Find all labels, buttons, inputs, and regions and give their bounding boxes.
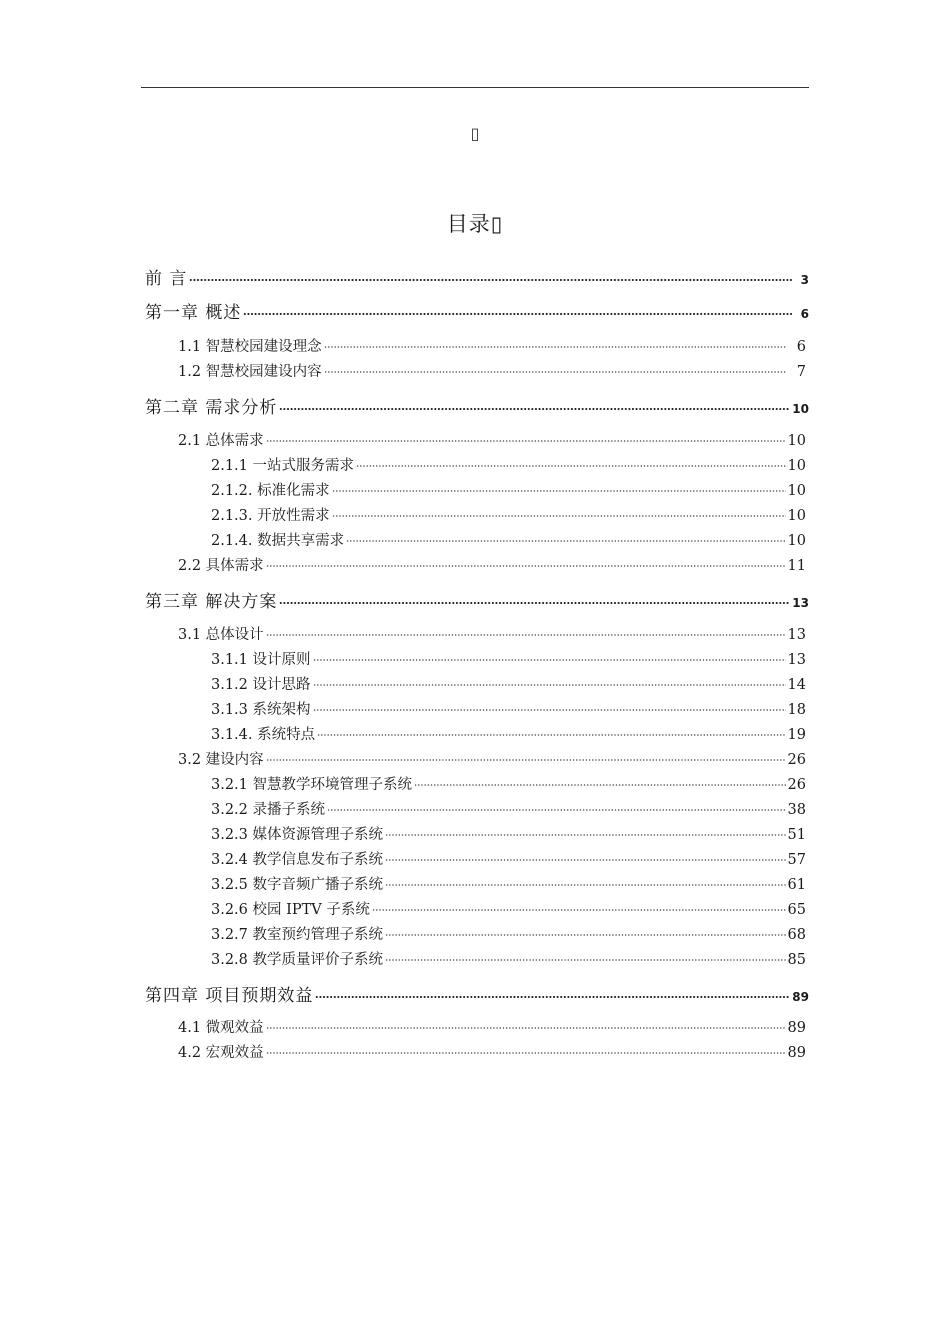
toc-page-number: 57 [787,852,806,868]
toc-dot-leader [332,515,786,517]
toc-entry-label: 1.1 智慧校园建设理念 [178,339,322,355]
toc-chapter-entry[interactable] [145,587,809,612]
toc-chapter-entry[interactable] [145,393,809,418]
toc-entry-label: 第二章 需求分析 [145,398,278,418]
toc-entry-label: 3.1.3 系统架构 [211,702,311,718]
toc-dot-leader [385,859,786,861]
toc-entry-label: 1.2 智慧校园建设内容 [178,364,322,380]
toc-chapter-entry[interactable] [145,264,809,289]
toc-page-number: 18 [787,702,806,718]
toc-page-number: 61 [787,877,806,893]
toc-chapter-entry[interactable] [145,298,809,323]
toc-dot-leader [266,634,786,636]
toc-section-entry[interactable] [178,335,806,356]
toc-page-number: 6 [796,339,806,355]
toc-page-number: 26 [787,777,806,793]
toc-page-number: 19 [787,727,806,743]
toc-entry-label: 2.2 具体需求 [178,558,264,574]
toc-entry-label: 3.2.8 教学质量评价子系统 [211,952,384,968]
placeholder-glyph: ▯ [470,124,480,143]
toc-entry-label: 2.1 总体需求 [178,433,264,449]
header-rule [141,87,809,88]
toc-entry-label: 3.1.4. 系统特点 [211,727,316,743]
toc-page-number: 85 [787,952,806,968]
toc-entry-label: 3.1 总体设计 [178,627,264,643]
toc-entry-label: 3.2.5 数字音频广播子系统 [211,877,384,893]
toc-entry-label: 4.1 微观效益 [178,1020,264,1036]
toc-page-number: 3 [800,273,809,287]
toc-dot-leader [313,684,786,686]
toc-dot-leader [385,834,786,836]
toc-page-number: 68 [787,927,806,943]
toc-page-number: 38 [787,802,806,818]
toc-entry-label: 3.2.4 教学信息发布子系统 [211,852,384,868]
toc-page-number: 10 [787,483,806,499]
toc-page-number: 10 [787,433,806,449]
toc-dot-leader [317,734,785,736]
toc-section-entry[interactable] [178,554,806,575]
toc-entry-label: 第一章 概述 [145,303,242,323]
toc-dot-leader [315,996,790,998]
toc-entry-label: 3.1.1 设计原则 [211,652,311,668]
toc-entry-label: 3.2.7 教室预约管理子系统 [211,927,384,943]
toc-dot-leader [385,884,786,886]
toc-page-number: 11 [787,558,806,574]
toc-dot-leader [313,709,786,711]
toc-entry-label: 前 言 [145,269,188,289]
toc-entry-label: 4.2 宏观效益 [178,1045,264,1061]
toc-page-number: 13 [792,596,809,610]
toc-dot-leader [385,959,786,961]
toc-dot-leader [324,346,786,348]
toc-page-number: 89 [787,1045,806,1061]
toc-section-entry[interactable] [178,748,806,769]
toc-page-number: 10 [787,508,806,524]
toc-section-entry[interactable] [178,360,806,381]
toc-section-entry[interactable] [211,873,806,894]
toc-page-number: 51 [787,827,806,843]
toc-dot-leader [372,909,786,911]
toc-title: 目录▯ [446,212,504,236]
toc-section-entry[interactable] [178,1016,806,1037]
toc-section-entry[interactable] [211,948,806,969]
toc-section-entry[interactable] [211,698,806,719]
toc-entry-label: 3.2.6 校园 IPTV 子系统 [211,902,370,918]
toc-section-entry[interactable] [211,898,806,919]
toc-page-number: 7 [796,364,806,380]
toc-dot-leader [356,465,786,467]
toc-section-entry[interactable] [211,648,806,669]
toc-dot-leader [313,659,786,661]
toc-entry-label: 第四章 项目预期效益 [145,986,314,1006]
toc-dot-leader [266,759,786,761]
toc-dot-leader [189,279,793,281]
toc-page-number: 14 [787,677,806,693]
toc-dot-leader [327,809,786,811]
toc-section-entry[interactable] [178,1041,806,1062]
toc-page-number: 89 [787,1020,806,1036]
toc-dot-leader [385,934,786,936]
toc-dot-leader [346,540,785,542]
toc-chapter-entry[interactable] [145,981,809,1006]
toc-dot-leader [414,784,786,786]
toc-entry-label: 2.1.1 一站式服务需求 [211,458,355,474]
toc-entry-label: 2.1.4. 数据共享需求 [211,533,345,549]
toc-section-entry[interactable] [211,923,806,944]
toc-dot-leader [243,313,793,315]
toc-entry-label: 2.1.2. 标准化需求 [211,483,330,499]
toc-dot-leader [266,1052,786,1054]
toc-section-entry[interactable] [211,798,806,819]
toc-section-entry[interactable] [211,773,806,794]
toc-dot-leader [266,1027,786,1029]
toc-page-number: 6 [800,307,809,321]
toc-dot-leader [324,371,786,373]
toc-dot-leader [279,602,790,604]
toc-page-number: 13 [787,652,806,668]
toc-page-number: 10 [787,458,806,474]
toc-entry-label: 3.2 建设内容 [178,752,264,768]
toc-entry-label: 3.2.1 智慧教学环境管理子系统 [211,777,413,793]
toc-entry-label: 3.2.2 录播子系统 [211,802,326,818]
toc-page-number: 26 [787,752,806,768]
toc-section-entry[interactable] [211,848,806,869]
toc-section-entry[interactable] [178,623,806,644]
toc-dot-leader [332,490,786,492]
toc-entry-label: 3.2.3 媒体资源管理子系统 [211,827,384,843]
toc-section-entry[interactable] [178,429,806,450]
toc-page-number: 10 [792,402,809,416]
toc-page-number: 65 [787,902,806,918]
toc-section-entry[interactable] [211,504,806,525]
toc-page-number: 13 [787,627,806,643]
toc-section-entry[interactable] [211,479,806,500]
toc-dot-leader [266,565,786,567]
toc-dot-leader [279,408,790,410]
toc-section-entry[interactable] [211,673,806,694]
toc-section-entry[interactable] [211,823,806,844]
toc-dot-leader [266,440,786,442]
toc-page-number: 10 [787,533,806,549]
toc-page-number: 89 [792,990,809,1004]
toc-section-entry[interactable] [211,529,806,550]
toc-entry-label: 3.1.2 设计思路 [211,677,311,693]
toc-section-entry[interactable] [211,723,806,744]
toc-entry-label: 第三章 解决方案 [145,592,278,612]
toc-entry-label: 2.1.3. 开放性需求 [211,508,330,524]
toc-section-entry[interactable] [211,454,806,475]
